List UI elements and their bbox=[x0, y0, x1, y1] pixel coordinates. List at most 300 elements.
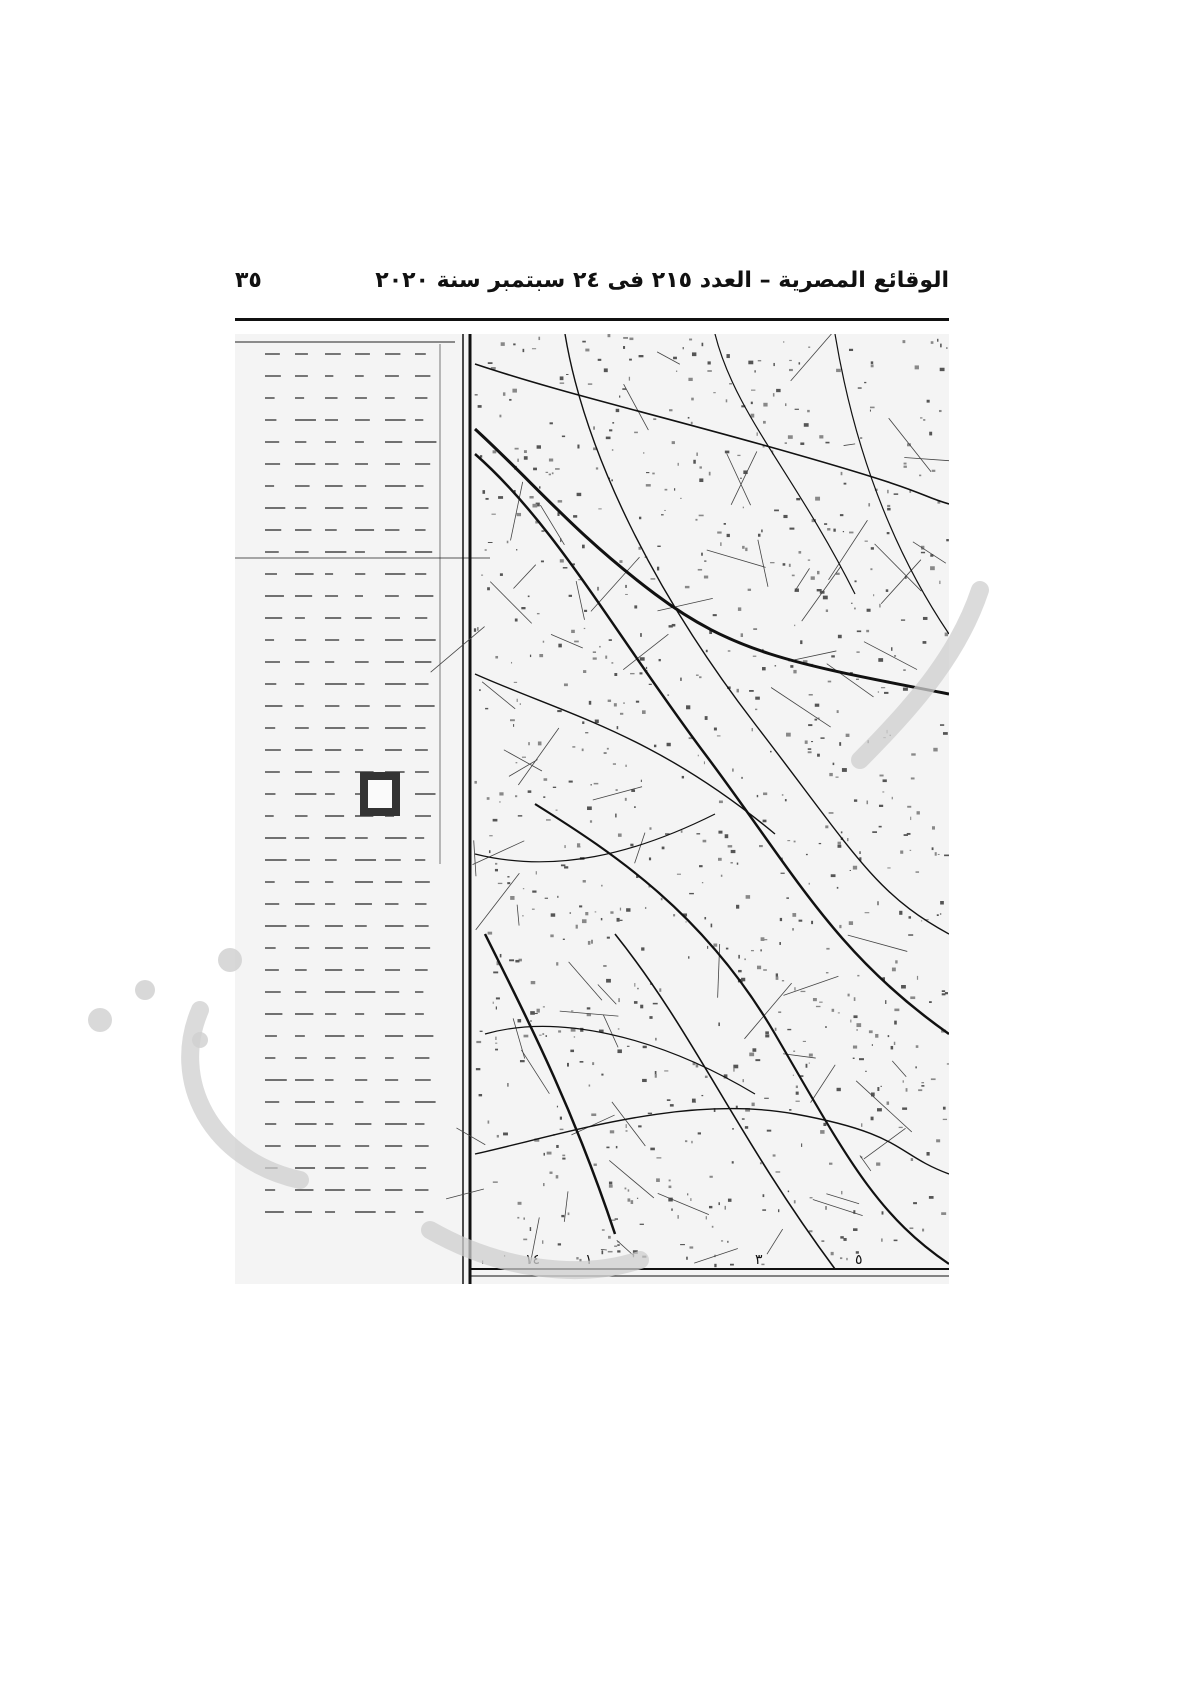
map-field-boundary bbox=[517, 905, 519, 926]
map-speck bbox=[712, 1226, 714, 1228]
map-speck bbox=[629, 377, 630, 381]
map-speck bbox=[940, 344, 942, 348]
map-speck bbox=[763, 969, 767, 971]
map-speck bbox=[478, 405, 482, 408]
map-speck bbox=[865, 912, 870, 913]
map-speck bbox=[823, 596, 828, 600]
map-speck bbox=[677, 1215, 678, 1219]
map-speck bbox=[640, 1224, 644, 1225]
map-speck bbox=[829, 812, 834, 814]
map-speck bbox=[585, 912, 588, 915]
map-speck bbox=[493, 1181, 498, 1182]
map-speck bbox=[824, 523, 827, 525]
map-speck bbox=[866, 630, 869, 632]
map-speck bbox=[895, 960, 897, 963]
map-speck bbox=[783, 341, 784, 343]
map-speck bbox=[707, 370, 711, 371]
map-speck bbox=[726, 399, 728, 402]
map-speck bbox=[528, 790, 532, 793]
map-speck bbox=[479, 689, 481, 691]
map-speck bbox=[681, 830, 683, 833]
map-speck bbox=[887, 490, 888, 494]
map-speck bbox=[609, 429, 612, 431]
map-speck bbox=[499, 792, 503, 795]
map-speck bbox=[907, 806, 911, 808]
map-speck bbox=[688, 417, 690, 419]
map-speck bbox=[710, 1176, 713, 1178]
map-speck bbox=[686, 705, 690, 709]
map-speck bbox=[557, 896, 558, 898]
map-speck bbox=[560, 1117, 562, 1120]
map-speck bbox=[809, 1063, 810, 1064]
map-speck bbox=[547, 1152, 552, 1155]
map-speck bbox=[891, 647, 892, 651]
map-speck bbox=[801, 991, 806, 992]
map-speck bbox=[628, 1198, 631, 1201]
map-speck bbox=[851, 603, 853, 604]
map-speck bbox=[894, 1240, 898, 1242]
map-speck bbox=[917, 976, 918, 980]
map-speck bbox=[543, 1006, 545, 1007]
map-speck bbox=[480, 1031, 483, 1032]
map-speck bbox=[538, 337, 540, 340]
map-speck bbox=[614, 673, 617, 676]
map-speck bbox=[749, 690, 754, 692]
map-speck bbox=[655, 1071, 657, 1074]
map-speck bbox=[726, 948, 728, 950]
map-speck bbox=[640, 672, 643, 674]
map-speck bbox=[558, 1243, 561, 1245]
map-speck bbox=[725, 834, 729, 838]
map-speck bbox=[763, 792, 767, 795]
map-speck bbox=[543, 796, 545, 798]
map-speck bbox=[888, 1035, 890, 1037]
map-field-boundary bbox=[881, 560, 921, 604]
map-speck bbox=[709, 1206, 712, 1208]
map-speck bbox=[537, 445, 541, 448]
map-speck bbox=[611, 662, 613, 663]
map-speck bbox=[542, 1033, 544, 1034]
map-speck bbox=[731, 850, 736, 853]
map-field-boundary bbox=[598, 984, 616, 1004]
map-speck bbox=[840, 1236, 843, 1238]
map-speck bbox=[929, 432, 932, 436]
map-speck bbox=[819, 1002, 822, 1003]
map-speck bbox=[751, 390, 755, 391]
map-speck bbox=[892, 797, 893, 799]
map-speck bbox=[939, 410, 942, 412]
map-speck bbox=[507, 1083, 509, 1087]
map-speck bbox=[718, 858, 722, 861]
map-speck bbox=[649, 1016, 652, 1019]
map-speck bbox=[606, 437, 611, 440]
map-speck bbox=[704, 761, 705, 764]
map-speck bbox=[910, 817, 911, 820]
map-speck bbox=[932, 470, 936, 472]
map-speck bbox=[685, 1140, 687, 1142]
map-field-boundary bbox=[576, 581, 584, 620]
map-speck bbox=[536, 871, 537, 874]
map-speck bbox=[500, 573, 503, 576]
map-speck bbox=[515, 619, 518, 622]
map-speck bbox=[881, 687, 885, 688]
map-speck bbox=[859, 851, 860, 854]
map-speck bbox=[808, 751, 812, 753]
map-speck bbox=[800, 442, 804, 444]
map-speck bbox=[805, 740, 808, 743]
map-speck bbox=[596, 467, 598, 469]
map-speck bbox=[755, 1059, 760, 1061]
map-speck bbox=[751, 402, 753, 404]
map-speck bbox=[707, 946, 708, 949]
map-speck bbox=[793, 1051, 795, 1052]
map-speck bbox=[699, 676, 701, 678]
map-speck bbox=[532, 909, 535, 910]
map-speck bbox=[704, 576, 708, 579]
map-speck bbox=[864, 382, 866, 383]
map-field-boundary bbox=[892, 1061, 906, 1077]
map-speck bbox=[524, 450, 527, 453]
map-speck bbox=[553, 787, 556, 788]
map-speck bbox=[850, 870, 851, 871]
map-speck bbox=[603, 965, 606, 967]
map-speck bbox=[737, 689, 739, 693]
map-speck bbox=[672, 624, 676, 627]
map-speck bbox=[736, 1106, 738, 1108]
map-speck bbox=[651, 578, 656, 579]
map-speck bbox=[743, 507, 744, 509]
map-speck bbox=[755, 709, 757, 710]
map-speck bbox=[808, 559, 810, 560]
map-speck bbox=[872, 831, 877, 833]
map-speck bbox=[775, 1171, 780, 1172]
map-speck bbox=[625, 765, 626, 767]
map-speck bbox=[787, 1029, 791, 1030]
map-speck bbox=[829, 773, 833, 776]
map-speck bbox=[593, 651, 596, 653]
map-speck bbox=[726, 354, 729, 358]
map-speck bbox=[598, 508, 601, 509]
map-speck bbox=[544, 1153, 545, 1156]
map-speck bbox=[549, 474, 551, 476]
map-speck bbox=[813, 998, 817, 1001]
map-speck bbox=[817, 589, 822, 591]
map-speck bbox=[903, 670, 906, 671]
map-speck bbox=[669, 1186, 672, 1189]
map-speck bbox=[829, 1163, 832, 1165]
map-speck bbox=[630, 673, 634, 674]
map-speck bbox=[642, 1079, 647, 1082]
map-speck bbox=[669, 1180, 671, 1182]
map-field-boundary bbox=[827, 664, 874, 697]
map-speck bbox=[672, 441, 675, 444]
map-speck bbox=[826, 972, 829, 973]
map-speck bbox=[742, 1118, 745, 1119]
map-speck bbox=[516, 549, 517, 550]
map-speck bbox=[653, 1003, 658, 1005]
map-speck bbox=[844, 483, 847, 485]
map-speck bbox=[521, 607, 525, 609]
map-speck bbox=[585, 349, 589, 352]
map-speck bbox=[493, 971, 498, 973]
map-speck bbox=[865, 1071, 867, 1072]
map-speck bbox=[885, 1000, 886, 1004]
map-speck bbox=[886, 589, 889, 592]
map-speck bbox=[872, 1044, 873, 1046]
map-speck bbox=[917, 811, 920, 814]
map-speck bbox=[558, 500, 562, 502]
map-speck bbox=[943, 1119, 947, 1120]
map-speck bbox=[717, 531, 721, 533]
map-speck bbox=[546, 819, 551, 820]
map-speck bbox=[841, 831, 843, 833]
map-speck bbox=[911, 1158, 913, 1161]
map-speck bbox=[539, 486, 540, 488]
map-speck bbox=[906, 1088, 908, 1092]
map-speck bbox=[944, 855, 949, 857]
map-speck bbox=[631, 1200, 634, 1204]
map-speck bbox=[765, 1034, 769, 1037]
map-speck bbox=[937, 914, 939, 916]
map-speck bbox=[887, 508, 890, 511]
map-speck bbox=[794, 625, 795, 626]
map-speck bbox=[638, 1125, 641, 1127]
map-speck bbox=[773, 1154, 776, 1156]
map-speck bbox=[507, 876, 509, 877]
map-speck bbox=[837, 887, 839, 889]
map-field-boundary bbox=[513, 565, 535, 589]
map-speck bbox=[489, 835, 492, 836]
map-speck bbox=[655, 1074, 657, 1078]
map-speck bbox=[676, 371, 677, 372]
map-speck bbox=[595, 911, 597, 912]
map-speck bbox=[782, 794, 784, 795]
map-speck bbox=[687, 1193, 688, 1195]
map-speck bbox=[595, 720, 599, 723]
map-speck bbox=[803, 1041, 806, 1042]
map-speck bbox=[667, 1099, 671, 1101]
map-speck bbox=[657, 567, 659, 571]
map-speck bbox=[920, 417, 922, 418]
map-speck bbox=[630, 844, 633, 847]
map-speck bbox=[789, 528, 794, 530]
map-speck bbox=[518, 459, 519, 462]
map-speck bbox=[611, 1220, 615, 1221]
map-speck bbox=[488, 1120, 490, 1123]
map-speck bbox=[556, 962, 558, 965]
map-speck bbox=[843, 531, 844, 532]
map-speck bbox=[619, 396, 620, 398]
map-speck bbox=[634, 806, 636, 808]
map-speck bbox=[634, 432, 638, 434]
map-speck bbox=[542, 1240, 543, 1243]
map-speck bbox=[691, 422, 693, 424]
map-field-boundary bbox=[490, 582, 531, 624]
map-speck bbox=[640, 1005, 643, 1009]
map-speck bbox=[615, 1218, 618, 1219]
map-speck bbox=[611, 479, 613, 481]
map-speck bbox=[524, 1217, 525, 1219]
map-speck bbox=[610, 1130, 614, 1133]
map-speck bbox=[794, 1200, 796, 1203]
map-speck bbox=[881, 1086, 882, 1087]
map-speck bbox=[560, 559, 564, 562]
map-speck bbox=[617, 726, 619, 729]
map-speck bbox=[661, 898, 663, 900]
map-speck bbox=[781, 873, 785, 874]
map-speck bbox=[673, 914, 675, 916]
map-speck bbox=[729, 383, 732, 384]
map-field-boundary bbox=[771, 687, 831, 727]
map-speck bbox=[732, 1128, 733, 1130]
map-speck bbox=[517, 513, 521, 516]
map-speck bbox=[923, 419, 925, 421]
map-speck bbox=[689, 893, 694, 894]
map-speck bbox=[625, 1188, 627, 1190]
map-speck bbox=[799, 362, 801, 364]
map-speck bbox=[582, 749, 584, 752]
grid-label-3: ٣ bbox=[755, 1252, 763, 1268]
map-speck bbox=[809, 694, 813, 696]
map-speck bbox=[738, 970, 742, 972]
map-speck bbox=[940, 913, 941, 915]
map-speck bbox=[884, 692, 888, 694]
map-speck bbox=[839, 925, 841, 928]
map-speck bbox=[916, 872, 920, 873]
map-speck bbox=[785, 403, 786, 406]
map-speck bbox=[810, 1197, 813, 1198]
map-speck bbox=[838, 1012, 840, 1013]
map-speck bbox=[489, 850, 490, 853]
map-speck bbox=[608, 1251, 613, 1252]
map-speck bbox=[841, 472, 843, 475]
map-speck bbox=[567, 1063, 569, 1067]
map-speck bbox=[475, 394, 478, 395]
map-speck bbox=[838, 842, 841, 845]
map-field-boundary bbox=[727, 453, 751, 505]
map-speck bbox=[871, 547, 874, 550]
map-speck bbox=[776, 976, 779, 979]
map-speck bbox=[943, 1107, 946, 1110]
map-speck bbox=[869, 1030, 873, 1033]
scanned-map bbox=[235, 334, 949, 1284]
map-speck bbox=[706, 650, 708, 652]
map-speck bbox=[532, 348, 536, 349]
map-speck bbox=[522, 915, 523, 916]
map-speck bbox=[849, 349, 853, 351]
map-speck bbox=[626, 908, 630, 912]
map-speck bbox=[640, 633, 642, 637]
map-speck bbox=[689, 339, 692, 341]
map-speck bbox=[788, 435, 793, 439]
map-speck bbox=[839, 742, 841, 746]
map-speck bbox=[609, 639, 612, 641]
map-speck bbox=[903, 688, 908, 691]
map-speck bbox=[926, 1152, 929, 1156]
map-speck bbox=[798, 551, 801, 554]
map-speck bbox=[878, 658, 883, 662]
map-field-boundary bbox=[731, 451, 757, 504]
map-speck bbox=[811, 921, 813, 924]
map-speck bbox=[496, 997, 500, 999]
map-speck bbox=[921, 920, 922, 921]
map-speck bbox=[495, 1043, 497, 1044]
map-speck bbox=[854, 608, 856, 610]
map-speck bbox=[807, 410, 810, 412]
map-speck bbox=[495, 656, 498, 659]
map-speck bbox=[539, 654, 543, 657]
map-speck bbox=[879, 805, 883, 807]
map-speck bbox=[637, 1198, 638, 1199]
map-speck bbox=[485, 549, 487, 551]
map-speck bbox=[815, 719, 818, 721]
map-speck bbox=[654, 745, 656, 748]
map-speck bbox=[539, 1035, 541, 1036]
map-speck bbox=[518, 815, 522, 816]
map-speck bbox=[549, 459, 553, 462]
map-speck bbox=[820, 737, 824, 738]
map-speck bbox=[640, 657, 645, 660]
map-speck bbox=[837, 710, 839, 713]
map-speck bbox=[910, 850, 912, 851]
map-roads bbox=[475, 334, 949, 1269]
map-speck bbox=[762, 1209, 766, 1211]
map-speck bbox=[704, 560, 706, 561]
map-speck bbox=[753, 628, 757, 629]
map-speck bbox=[901, 619, 905, 620]
map-speck bbox=[778, 1011, 781, 1013]
map-field-boundary bbox=[758, 540, 768, 587]
map-speck bbox=[850, 1020, 851, 1023]
map-speck bbox=[498, 883, 502, 884]
map-speck bbox=[689, 1246, 693, 1248]
map-speck bbox=[620, 920, 623, 921]
map-speck bbox=[571, 1010, 573, 1011]
map-speck bbox=[664, 1070, 668, 1071]
map-speck bbox=[741, 978, 745, 982]
map-speck bbox=[627, 1046, 630, 1047]
map-speck bbox=[582, 341, 586, 343]
map-speck bbox=[639, 517, 641, 520]
map-speck bbox=[711, 924, 713, 928]
map-speck bbox=[901, 985, 906, 989]
map-speck bbox=[811, 741, 813, 742]
map-speck bbox=[686, 1257, 688, 1260]
grid-label-2: ١ bbox=[585, 1252, 593, 1268]
map-speck bbox=[623, 703, 624, 704]
map-speck bbox=[932, 826, 935, 829]
map-speck bbox=[580, 1061, 584, 1063]
map-speck bbox=[518, 1202, 522, 1205]
map-speck bbox=[702, 882, 703, 883]
map-speck bbox=[857, 630, 861, 632]
map-speck bbox=[608, 334, 611, 337]
map-speck bbox=[690, 1198, 691, 1201]
map-speck bbox=[836, 369, 841, 372]
map-speck bbox=[809, 883, 810, 885]
map-speck bbox=[770, 562, 774, 563]
map-speck bbox=[499, 801, 500, 802]
map-speck bbox=[939, 581, 940, 584]
map-speck bbox=[848, 994, 850, 997]
map-speck bbox=[890, 735, 891, 736]
map-speck bbox=[840, 1257, 842, 1259]
map-speck bbox=[831, 874, 836, 877]
map-field-boundary bbox=[856, 1081, 912, 1132]
page-header bbox=[235, 268, 949, 308]
map-speck bbox=[659, 988, 661, 991]
map-speck bbox=[931, 341, 934, 344]
